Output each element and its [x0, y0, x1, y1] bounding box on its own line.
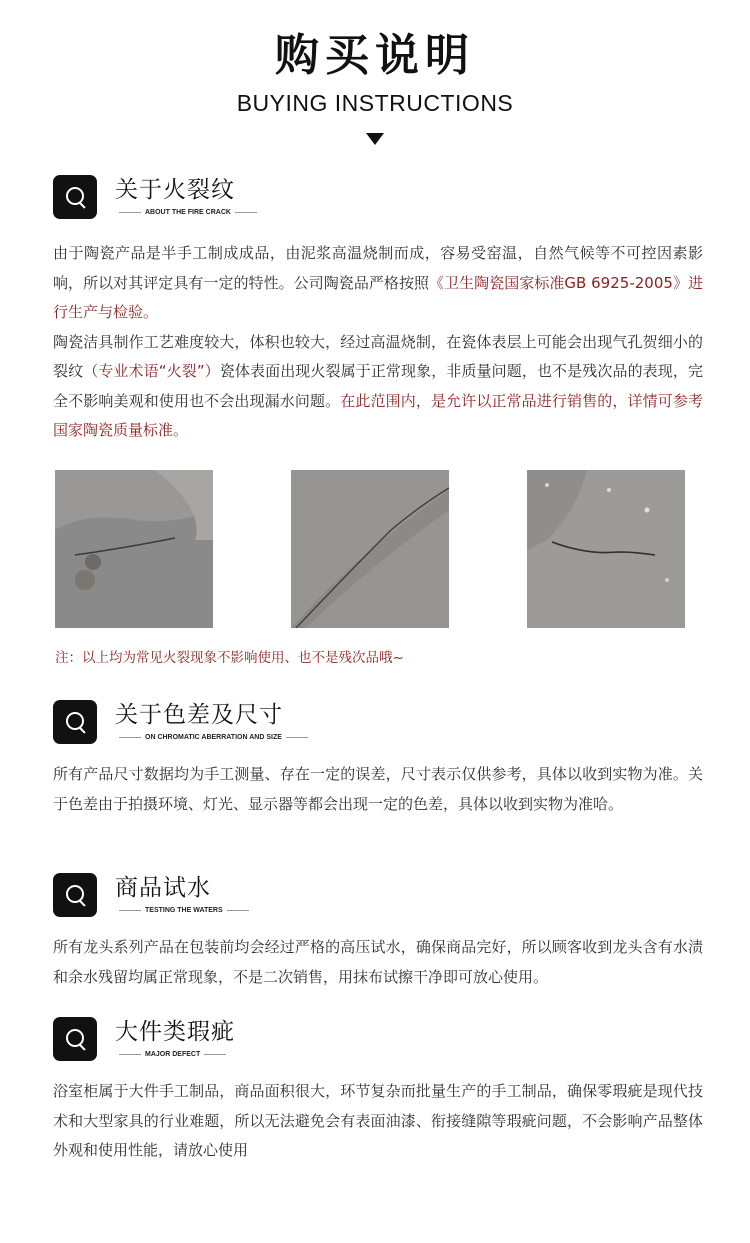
section-header: [53, 1017, 703, 1069]
page-header: [0, 30, 750, 145]
section-major-defect: [53, 1017, 703, 1166]
search-icon: [53, 700, 97, 744]
down-triangle-icon: [366, 133, 384, 145]
paragraph: 浴室柜属于大件手工制品，商品面积很大，环节复杂而批量生产的手工制品，确保零瑕疵是现代技术和大型家具的行业难题，所以无法避免会有表面油漆、衔接缝隙等瑕疵问题，不会影响产品整体外观和使用性能，请放心使用: [53, 1082, 703, 1159]
photo-note: 注：以上均为常见火裂现象不影响使用、也不是残次品哦~: [55, 650, 404, 666]
section-subtitle: ON CHROMATIC ABERRATION AND SIZE: [115, 734, 312, 741]
search-icon: [53, 175, 97, 219]
paragraph: 所有产品尺寸数据均为手工测量、存在一定的误差，尺寸表示仅供参考，具体以收到实物为准。关于色差由于拍摄环境、灯光、显示器等都会出现一定的色差，具体以收到实物为准哈。: [53, 765, 703, 813]
section-chromatic-size: [53, 700, 703, 819]
search-icon: [53, 873, 97, 917]
section-title: 大件类瑕疵: [115, 1019, 235, 1045]
paragraph: 由于陶瓷产品是半手工制成成品，由泥浆高温烧制而成，容易受窑温，自然气候等不可控因素影响，所以对其评定具有一定的特性。公司陶瓷品严格按照《卫生陶瓷国家标准GB 6925-2005》进行生产与检验。: [53, 244, 703, 321]
page-title: 购买说明: [275, 30, 475, 81]
crack-photo: [527, 470, 685, 628]
search-icon: [53, 1017, 97, 1061]
section-fire-crack: [53, 175, 703, 446]
section-header: [53, 873, 703, 925]
page-subtitle: BUYING INSTRUCTIONS: [236, 90, 514, 116]
paragraph: 陶瓷洁具制作工艺难度较大，体积也较大，经过高温烧制，在瓷体表层上可能会出现气孔贺细小的裂纹（专业术语“火裂”）瓷体表面出现火裂属于正常现象，非质量问题，也不是残次品的表现，完全不影响美观和使用也不会出现漏水问题。在此范围内，是允许以正常品进行销售的，详情可参考国家陶瓷质量标准。: [53, 332, 703, 439]
section-subtitle: MAJOR DEFECT: [115, 1051, 230, 1058]
section-subtitle: TESTING THE WATERS: [115, 907, 253, 914]
section-title: 关于色差及尺寸: [115, 702, 283, 728]
paragraph: 所有龙头系列产品在包装前均会经过严格的高压试水，确保商品完好，所以顾客收到龙头含有水渍和余水残留均属正常现象，不是二次销售，用抹布试擦干净即可放心使用。: [53, 938, 703, 986]
crack-photo: [291, 470, 449, 628]
crack-photos: [55, 470, 685, 628]
section-title: 关于火裂纹: [115, 177, 235, 203]
section-subtitle: ABOUT THE FIRE CRACK: [115, 209, 261, 216]
section-header: [53, 700, 703, 752]
section-header: [53, 175, 703, 227]
crack-photo: [55, 470, 213, 628]
section-title: 商品试水: [115, 875, 211, 901]
section-testing-water: [53, 873, 703, 992]
